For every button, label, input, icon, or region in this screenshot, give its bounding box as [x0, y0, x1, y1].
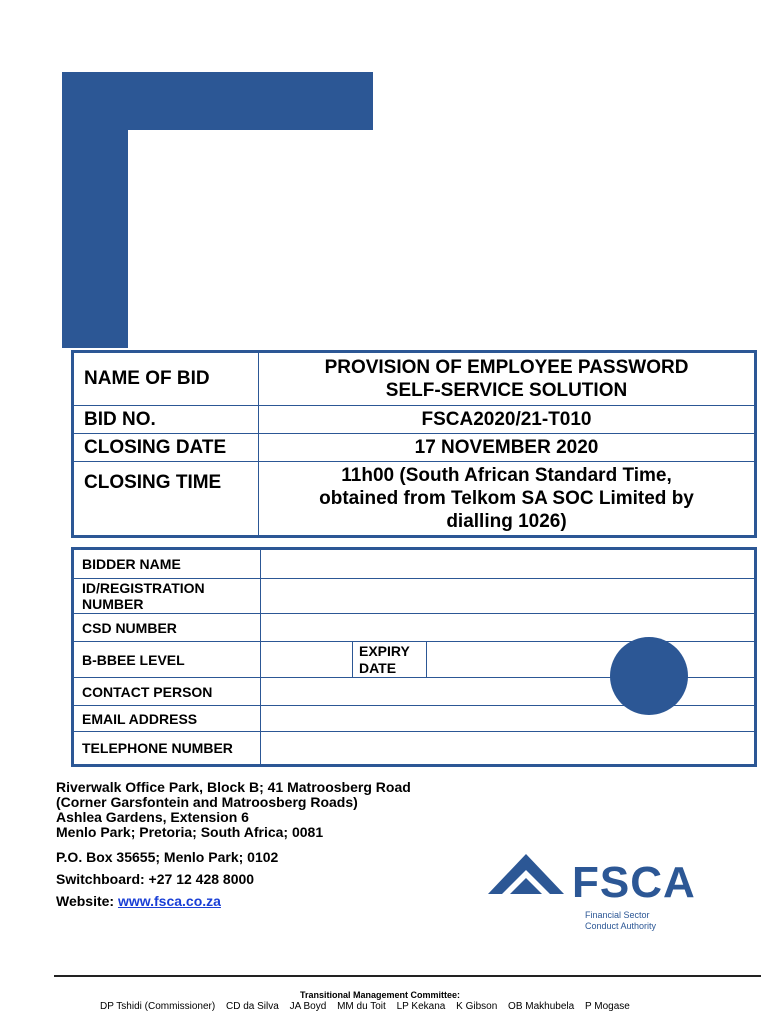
table-row	[73, 462, 756, 537]
website-line	[56, 890, 411, 912]
bbbee-level-field[interactable]	[261, 642, 353, 678]
table-row	[73, 732, 756, 766]
table-row	[73, 406, 756, 434]
table-row	[73, 579, 756, 614]
logo-sub-line1: Financial Sector	[585, 910, 650, 920]
name-of-bid-line2: SELF-SERVICE SOLUTION	[385, 380, 628, 401]
expiry-line2: DATE	[359, 659, 397, 676]
bid-no-label: BID NO.	[73, 406, 259, 434]
address-block	[56, 780, 411, 912]
closing-time-line1: 11h00 (South African Standard Time,	[341, 465, 672, 486]
committee-member: JA Boyd	[289, 1001, 327, 1012]
csd-number-field[interactable]	[261, 614, 756, 642]
telephone-number-field[interactable]	[261, 732, 756, 766]
name-of-bid-label: NAME OF BID	[73, 352, 259, 406]
closing-date-label: CLOSING DATE	[73, 434, 259, 462]
stamp-circle	[610, 637, 688, 715]
footer-names	[100, 1001, 638, 1012]
email-address-field[interactable]	[261, 706, 756, 732]
committee-member: DP Tshidi (Commissioner)	[100, 1001, 216, 1012]
committee-member: P Mogase	[584, 1001, 630, 1012]
bbbee-level-label: B-BBEE LEVEL	[73, 642, 261, 678]
telephone-number-label: TELEPHONE NUMBER	[73, 732, 261, 766]
bidder-name-field[interactable]	[261, 549, 756, 579]
expiry-date-field[interactable]	[427, 642, 756, 678]
address-line1: Riverwalk Office Park, Block B; 41 Matroosberg Road	[56, 779, 411, 795]
email-address-label: EMAIL ADDRESS	[73, 706, 261, 732]
website-label: Website:	[56, 893, 118, 909]
committee-member: CD da Silva	[226, 1001, 279, 1012]
logo-sub-line2: Conduct Authority	[585, 921, 657, 931]
id-registration-field[interactable]	[261, 579, 756, 614]
contact-person-label: CONTACT PERSON	[73, 678, 261, 706]
id-registration-line2: NUMBER	[82, 596, 144, 612]
logo-subtitle	[585, 910, 656, 932]
table-row	[73, 549, 756, 579]
closing-time-line3: dialling 1026)	[446, 511, 567, 532]
committee-member: OB Makhubela	[508, 1001, 575, 1012]
bid-no-value: FSCA2020/21-T010	[259, 406, 756, 434]
expiry-line1: EXPIRY	[359, 642, 410, 659]
id-registration-label	[73, 579, 261, 614]
footer-title: Transitional Management Committee:	[299, 990, 461, 1000]
address-line4: Menlo Park; Pretoria; South Africa; 0081	[56, 824, 324, 840]
table-row	[73, 434, 756, 462]
closing-time-value	[259, 462, 756, 537]
committee-member: K Gibson	[456, 1001, 498, 1012]
website-link[interactable]: www.fsca.co.za	[117, 893, 221, 909]
closing-date-value: 17 NOVEMBER 2020	[259, 434, 756, 462]
name-of-bid-line1: PROVISION OF EMPLOYEE PASSWORD	[324, 357, 689, 378]
table-row	[73, 352, 756, 406]
committee-member: LP Kekana	[396, 1001, 446, 1012]
address-line3: Ashlea Gardens, Extension 6	[56, 809, 249, 825]
bid-info-table	[71, 350, 757, 538]
bidder-name-label: BIDDER NAME	[73, 549, 261, 579]
committee-member: MM du Toit	[337, 1001, 386, 1012]
footer-divider	[54, 975, 761, 977]
closing-time-label: CLOSING TIME	[73, 462, 259, 537]
logo-wordmark: FSCA	[572, 858, 696, 907]
corner-graphic-left	[62, 72, 128, 348]
csd-number-label: CSD NUMBER	[73, 614, 261, 642]
closing-time-line2: obtained from Telkom SA SOC Limited by	[319, 488, 694, 509]
address-line2: (Corner Garsfontein and Matroosberg Roads)	[56, 794, 358, 810]
id-registration-line1: ID/REGISTRATION	[82, 580, 205, 596]
expiry-date-label	[353, 642, 427, 678]
switchboard: Switchboard: +27 12 428 8000	[56, 871, 255, 887]
po-box: P.O. Box 35655; Menlo Park; 0102	[56, 849, 279, 865]
name-of-bid-value	[259, 352, 756, 406]
